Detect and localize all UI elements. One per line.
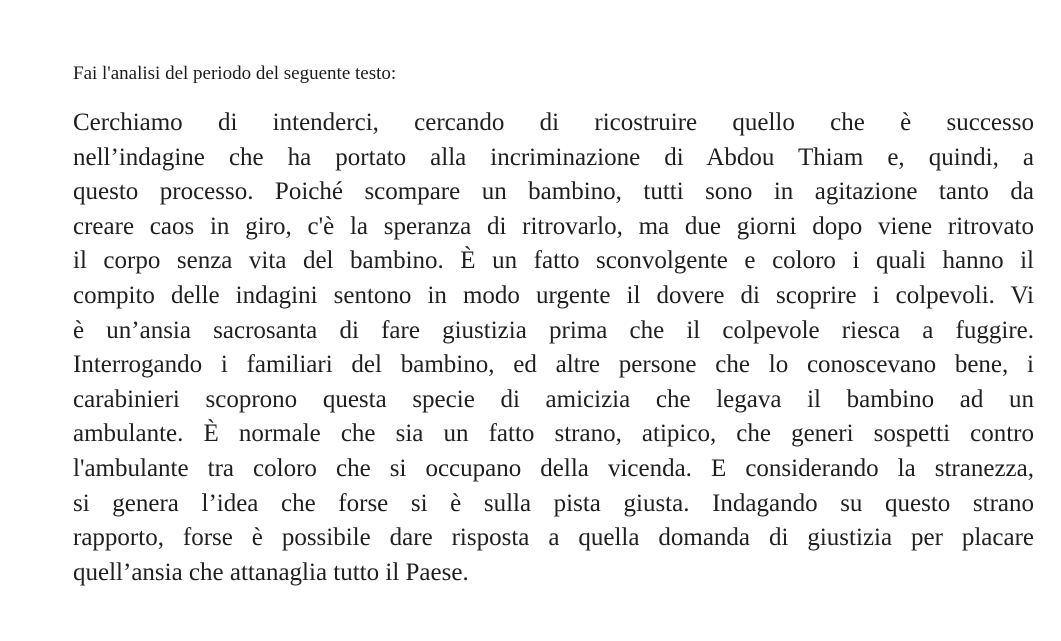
passage-line: compito delle indagini sentono in modo urgente il dovere di scoprire i colpevoli. Vi [73, 281, 1034, 309]
passage-line: questo processo. Poiché scompare un bambino, tutti sono in agitazione tanto da [73, 178, 1034, 206]
passage-line: il corpo senza vita del bambino. È un fatto sconvolgente e coloro i quali hanno il [73, 247, 1034, 275]
passage-line: creare caos in giro, c'è la speranza di ritrovarlo, ma due giorni dopo viene ritrovato [73, 212, 1034, 240]
passage-line: Cerchiamo di intenderci, cercando di ricostruire quello che è successo [73, 109, 1034, 136]
passage-line: Interrogando i familiari del bambino, ed altre persone che lo conoscevano bene, i [73, 351, 1034, 379]
instruction-text: Fai l'analisi del periodo del seguente testo: [73, 63, 397, 84]
passage-line: nell’indagine che ha portato alla incriminazione di Abdou Thiam e, quindi, a [73, 143, 1034, 171]
passage-line: si genera l’idea che forse si è sulla pista giusta. Indagando su questo strano [73, 489, 1034, 517]
passage-paragraph [73, 106, 1034, 590]
passage-line: è un’ansia sacrosanta di fare giustizia prima che il colpevole riesca a fuggire. [73, 316, 1034, 344]
passage-line: carabinieri scoprono questa specie di amicizia che legava il bambino ad un [73, 385, 1034, 413]
passage-line: quell’ansia che attanaglia tutto il Paese. [73, 558, 469, 586]
passage-line: l'ambulante tra coloro che si occupano della vicenda. E considerando la stranezza, [73, 454, 1034, 482]
passage-line: rapporto, forse è possibile dare risposta a quella domanda di giustizia per placare [73, 524, 1034, 552]
passage-line: ambulante. È normale che sia un fatto strano, atipico, che generi sospetti contro [73, 420, 1034, 448]
